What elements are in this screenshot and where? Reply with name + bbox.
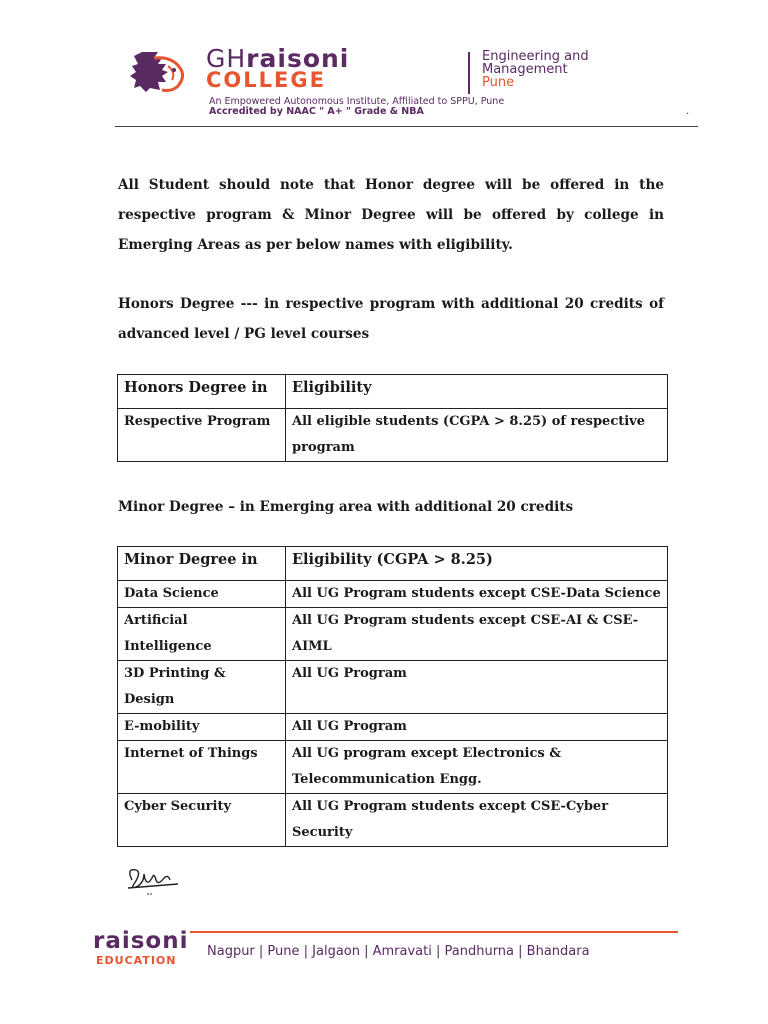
- table-row: [118, 581, 668, 608]
- table-row: [118, 714, 668, 741]
- table-cell: All UG Program: [286, 714, 668, 741]
- table-header-row: [118, 547, 668, 581]
- header-divider: [115, 126, 698, 127]
- table-cell: All UG Program students except CSE-Data Science: [286, 581, 668, 608]
- table-row: [118, 409, 668, 462]
- minor-table: [117, 546, 668, 847]
- table-row: [118, 741, 668, 794]
- header-accreditation: Accredited by NAAC " A+ " Grade & NBA: [209, 106, 424, 117]
- table-header-cell: Minor Degree in: [118, 547, 286, 581]
- table-row: [118, 794, 668, 847]
- college-logo-icon: [128, 50, 192, 94]
- table-cell: Artificial Intelligence: [118, 608, 286, 661]
- honors-table: [117, 374, 668, 462]
- table-cell: E-mobility: [118, 714, 286, 741]
- table-cell: 3D Printing & Design: [118, 661, 286, 714]
- minor-description: Minor Degree – in Emerging area with additional 20 credits: [118, 499, 574, 515]
- brand-gh: GH: [206, 44, 247, 73]
- intro-paragraph: All Student should note that Honor degree will be offered in the respective program & Minor Degree will be offered by college in Emerging Areas as per below names with eligibility.: [118, 177, 664, 253]
- header-subtitle: An Empowered Autonomous Institute, Affiliated to SPPU, Pune: [209, 96, 505, 107]
- footer-cities: Nagpur | Pune | Jalgaon | Amravati | Pandhurna | Bhandara: [207, 944, 590, 959]
- tagline-line-1: Engineering and: [482, 49, 589, 64]
- table-row: [118, 608, 668, 661]
- table-header-cell: Eligibility: [286, 375, 668, 409]
- table-header-cell: Eligibility (CGPA > 8.25): [286, 547, 668, 581]
- tagline-line-3: Pune: [482, 75, 515, 90]
- brand-raisoni: raisoni: [246, 44, 350, 73]
- table-cell: All UG program except Electronics & Telecommunication Engg.: [286, 741, 668, 794]
- footer-logo-education: EDUCATION: [96, 954, 177, 967]
- brand-college: COLLEGE: [206, 68, 326, 92]
- table-header-cell: Honors Degree in: [118, 375, 286, 409]
- honors-description: Honors Degree --- in respective program with additional 20 credits of advanced level / PG level courses: [118, 296, 664, 342]
- signature-icon: [122, 858, 182, 898]
- table-cell: Respective Program: [118, 409, 286, 462]
- table-row: [118, 661, 668, 714]
- table-cell: Cyber Security: [118, 794, 286, 847]
- table-cell: All UG Program students except CSE-AI & CSE-AIML: [286, 608, 668, 661]
- footer-logo-raisoni: raisoni: [93, 928, 189, 954]
- table-cell: All UG Program: [286, 661, 668, 714]
- table-cell: Data Science: [118, 581, 286, 608]
- header-separator: [468, 52, 470, 94]
- tagline-line-2: Management: [482, 62, 568, 77]
- table-cell: Internet of Things: [118, 741, 286, 794]
- table-cell: All eligible students (CGPA > 8.25) of respective program: [286, 409, 668, 462]
- table-header-row: [118, 375, 668, 409]
- header-dot: .: [686, 106, 690, 117]
- table-cell: All UG Program students except CSE-Cyber Security: [286, 794, 668, 847]
- footer-divider: [190, 931, 678, 933]
